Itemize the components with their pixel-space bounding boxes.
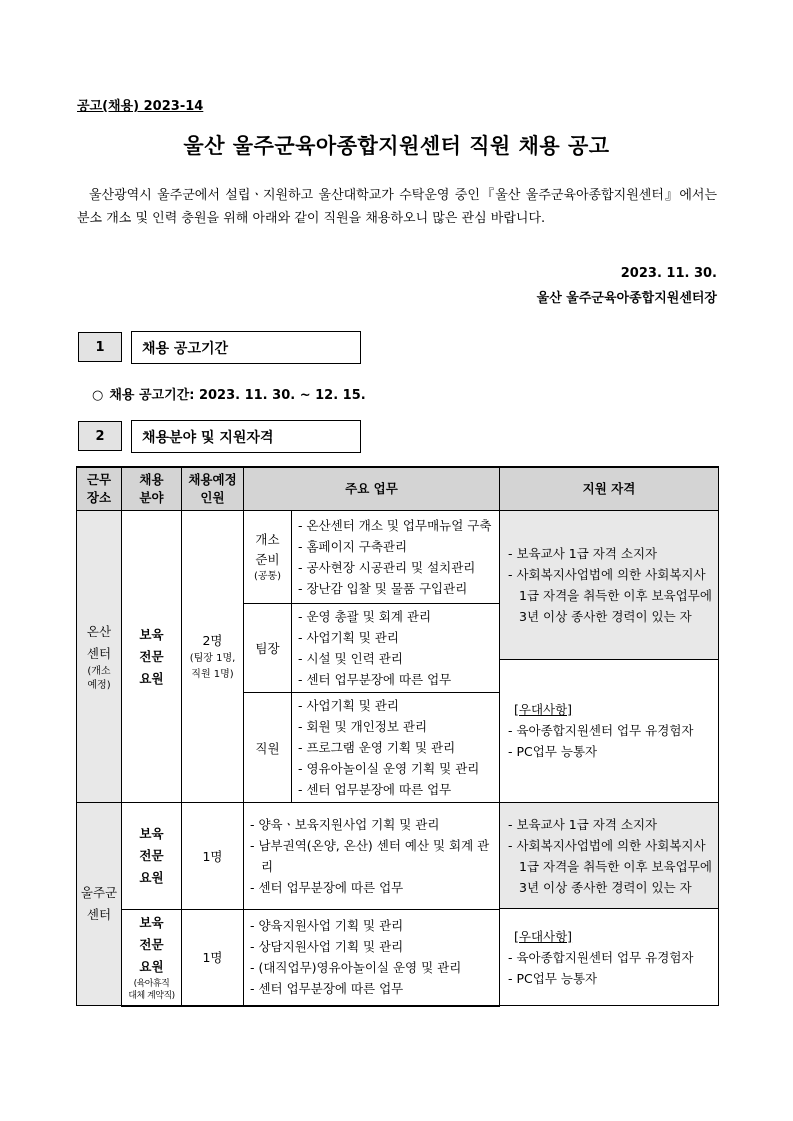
section-1-number: 1	[78, 332, 122, 362]
duty-item: - 프로그램 운영 기획 및 관리	[298, 740, 456, 755]
signer: 울산 울주군육아종합지원센터장	[536, 291, 717, 306]
headcount-uljugun-2: 1명	[182, 909, 244, 1005]
duty-item: - 남부권역(온양, 온산) 센터 예산 및 회계 관리	[250, 837, 490, 874]
duties-uljugun-2	[244, 909, 500, 1005]
field-uljugun-1: 보육 전문 요원	[122, 803, 182, 910]
qualification-uljugun-preferred	[500, 909, 718, 1005]
header-qualification: 지원 자격	[500, 467, 719, 511]
qualification-item: - 사회복지사업법에 의한 사회복지사 1급 자격을 취득한 이후 보육업무에 3년 이상 종사한 경력이 있는 자	[508, 567, 712, 624]
location-uljugun-label: 울주군 센터	[80, 885, 118, 922]
role-opening-prep-label: 개소 준비	[255, 532, 280, 567]
duty-item: - 센터 업무분장에 따른 업무	[250, 981, 404, 996]
header-location: 근무 장소	[77, 467, 122, 511]
role-opening-prep	[244, 511, 292, 604]
duties-staff	[292, 693, 500, 803]
duty-item: - 장난감 입찰 및 물품 구입관리	[298, 581, 468, 596]
duty-item: - 운영 총괄 및 회계 관리	[298, 609, 432, 624]
duty-item: - 양육ㆍ보육지원사업 기획 및 관리	[250, 816, 440, 832]
recruitment-period	[92, 384, 366, 403]
notice-date: 2023. 11. 30.	[620, 266, 717, 281]
field-onsan: 보육 전문 요원	[122, 511, 182, 803]
duty-item: - 센터 업무분장에 따른 업무	[298, 782, 452, 797]
location-onsan	[77, 511, 122, 803]
role-team-leader	[244, 604, 292, 693]
qualification-onsan-preferred	[500, 660, 718, 800]
qualification-item: - 보육교사 1급 자격 소지자	[508, 546, 658, 561]
period-text: 채용 공고기간: 2023. 11. 30. ~ 12. 15.	[109, 388, 366, 403]
duty-item: - 영유아놀이실 운영 기획 및 관리	[298, 761, 480, 776]
preference-item: - PC업무 능통자	[508, 743, 598, 759]
role-staff-label: 직원	[255, 740, 280, 756]
section-2-title: 채용분야 및 지원자격	[131, 420, 361, 453]
qualification-uljugun-required	[500, 803, 718, 909]
duties-uljugun-1	[244, 803, 500, 910]
headcount-onsan-note: (팀장 1명, 직원 1명)	[189, 652, 236, 680]
qualification-item: - 보육교사 1급 자격 소지자	[508, 816, 658, 832]
preference-title: [우대사항]	[514, 928, 573, 944]
location-onsan-label: 온산 센터	[86, 623, 112, 661]
role-opening-prep-note: (공통)	[253, 571, 282, 582]
duty-item: - 사업기획 및 관리	[298, 630, 399, 645]
duty-item: - (대직업무)영유아놀이실 운영 및 관리	[250, 960, 462, 975]
header-field: 채용 분야	[122, 467, 182, 511]
header-headcount: 채용예정 인원	[182, 467, 244, 511]
headcount-uljugun-1: 1명	[182, 803, 244, 910]
location-onsan-note: (개소 예정)	[87, 665, 111, 691]
field-uljugun-2	[122, 909, 182, 1005]
role-staff	[244, 693, 292, 803]
header-duties: 주요 업무	[244, 467, 500, 511]
notice-id: 공고(채용) 2023-14	[77, 99, 204, 114]
duty-item: - 회원 및 개인정보 관리	[298, 719, 428, 734]
circle-bullet-icon: ○	[92, 388, 104, 403]
preference-title: [우대사항]	[514, 701, 573, 717]
role-team-leader-label: 팀장	[255, 641, 280, 656]
duty-item: - 공사현장 시공관리 및 설치관리	[298, 560, 476, 575]
duties-team-leader	[292, 604, 500, 693]
section-1-title: 채용 공고기간	[131, 331, 361, 364]
qualification-uljugun	[500, 803, 719, 1006]
preference-item: - 육아종합지원센터 업무 유경험자	[508, 949, 694, 965]
preference-item: - 육아종합지원센터 업무 유경험자	[508, 722, 694, 738]
location-uljugun	[77, 803, 122, 1006]
page-title: 울산 울주군육아종합지원센터 직원 채용 공고	[183, 134, 610, 158]
headcount-onsan	[182, 511, 244, 803]
recruitment-table	[76, 466, 719, 1007]
duties-opening-prep	[292, 511, 500, 604]
qualification-onsan	[500, 511, 719, 803]
field-uljugun-2-label: 보육 전문 요원	[139, 915, 164, 974]
qualification-onsan-required	[500, 511, 718, 660]
duty-item: - 상담지원사업 기획 및 관리	[250, 939, 404, 954]
preference-item: - PC업무 능통자	[508, 970, 598, 986]
duty-item: - 양육지원사업 기획 및 관리	[250, 918, 404, 933]
intro-paragraph: 울산광역시 울주군에서 설립ㆍ지원하고 울산대학교가 수탁운영 중인『울산 울주군육아종합지원센터』에서는 분소 개소 및 인력 충원을 위해 아래와 같이 직원을 채용하오니 많은 관심 바랍니다.	[77, 188, 717, 226]
duty-item: - 센터 업무분장에 따른 업무	[250, 879, 404, 895]
duty-item: - 센터 업무분장에 따른 업무	[298, 672, 452, 687]
qualification-item: - 사회복지사업법에 의한 사회복지사 1급 자격을 취득한 이후 보육업무에 3년 이상 종사한 경력이 있는 자	[508, 837, 712, 895]
field-uljugun-2-note: (육아휴직 대체 계약직)	[128, 979, 175, 1001]
headcount-onsan-value: 2명	[202, 632, 223, 648]
duty-item: - 시설 및 인력 관리	[298, 651, 403, 666]
duty-item: - 홈페이지 구축관리	[298, 539, 408, 554]
duty-item: - 온산센터 개소 및 업무매뉴얼 구축	[298, 518, 492, 533]
duty-item: - 사업기획 및 관리	[298, 698, 399, 713]
section-2-number: 2	[78, 421, 122, 451]
